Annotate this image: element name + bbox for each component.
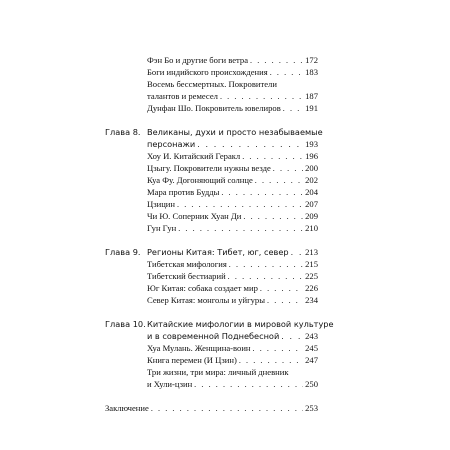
toc-entry-title: Тибетская мифология bbox=[147, 259, 227, 269]
toc-dot-leader bbox=[255, 175, 303, 186]
toc-entry bbox=[147, 103, 318, 114]
toc-entry-title: Фэн Бо и другие боги ветра bbox=[147, 55, 249, 65]
conclusion-title: Заключение bbox=[105, 403, 149, 413]
toc-entry-title-line1: Восемь бессмертных. Покровители bbox=[147, 79, 277, 89]
toc-entry-title: Книга перемен (И Цзин) bbox=[147, 355, 237, 365]
toc-entry-page: 226 bbox=[305, 283, 318, 293]
toc-dot-leader bbox=[197, 139, 303, 150]
toc-entry-title: Цзыгу. Покровители нужны везде bbox=[147, 163, 271, 173]
toc-entry-page: 191 bbox=[305, 103, 318, 113]
toc-entry-page: 204 bbox=[305, 187, 318, 197]
chapter-9-title: Регионы Китая: Тибет, юг, север bbox=[147, 247, 289, 257]
toc-entry-page: 210 bbox=[305, 223, 318, 233]
toc-entry-page: 207 bbox=[305, 199, 318, 209]
chapter-8-title-line1: Великаны, духи и просто незабываемые bbox=[147, 127, 323, 137]
toc-entry-title: Цзицин bbox=[147, 199, 175, 209]
toc-dot-leader bbox=[267, 295, 303, 306]
toc-entry-page: 209 bbox=[305, 211, 318, 221]
toc-dot-leader bbox=[291, 247, 303, 258]
toc-entry bbox=[147, 67, 318, 78]
toc-entry bbox=[147, 175, 318, 186]
toc-dot-leader bbox=[220, 91, 303, 102]
toc-entry bbox=[147, 283, 318, 294]
toc-dot-leader bbox=[228, 271, 303, 282]
chapter-10-title-line1: Китайские мифологии в мировой культуре bbox=[147, 319, 334, 329]
chapter-10-title-line2: и в современной Поднебесной bbox=[147, 331, 280, 341]
toc-dot-leader bbox=[281, 331, 303, 342]
toc-entry bbox=[147, 187, 318, 198]
toc-dot-leader bbox=[177, 199, 303, 210]
toc-entry-title: Мара против Будды bbox=[147, 187, 220, 197]
toc-entry-title: Дунфан Шо. Покровитель ювелиров bbox=[147, 103, 281, 113]
toc-entry-page: 183 bbox=[305, 67, 318, 77]
toc-entry bbox=[147, 355, 318, 366]
toc-entry bbox=[147, 223, 318, 234]
toc-entry-page: 250 bbox=[305, 379, 318, 389]
toc-dot-leader bbox=[283, 103, 303, 114]
toc-entry bbox=[147, 55, 318, 66]
toc-dot-leader bbox=[250, 55, 303, 66]
toc-entry bbox=[147, 343, 318, 354]
toc-entry-title-line1: Три жизни, три мира: личный дневник bbox=[147, 367, 289, 377]
toc-entry-page: 200 bbox=[305, 163, 318, 173]
chapter-10-heading bbox=[147, 331, 318, 342]
toc-entry-page: 234 bbox=[305, 295, 318, 305]
toc-entry bbox=[147, 295, 318, 306]
toc-entry-title: Хоу И. Китайский Геракл bbox=[147, 151, 241, 161]
toc-entry-page: 247 bbox=[305, 355, 318, 365]
chapter-9-page: 213 bbox=[305, 247, 318, 257]
toc-entry-title: Гун Гун bbox=[147, 223, 177, 233]
toc-dot-leader bbox=[253, 343, 304, 354]
toc-entry-title: Тибетский бестиарий bbox=[147, 271, 226, 281]
toc-entry-page: 225 bbox=[305, 271, 318, 281]
toc-dot-leader bbox=[243, 211, 303, 222]
toc-entry bbox=[147, 163, 318, 174]
toc-dot-leader bbox=[270, 67, 303, 78]
toc-entry-title-line2: талантов и ремесел bbox=[147, 91, 218, 101]
toc-dot-leader bbox=[260, 283, 303, 294]
toc-dot-leader bbox=[273, 163, 303, 174]
conclusion-entry bbox=[105, 403, 318, 414]
toc-dot-leader bbox=[242, 151, 303, 162]
chapter-10-page: 243 bbox=[305, 331, 318, 341]
toc-entry-title: Чи Ю. Соперник Хуан Ди bbox=[147, 211, 242, 221]
chapter-9-label: Глава 9. bbox=[105, 247, 141, 257]
chapter-8-title-line2: персонажи bbox=[147, 139, 196, 149]
toc-entry-title: Боги индийского происхождения bbox=[147, 67, 268, 77]
toc-entry-page: 215 bbox=[305, 259, 318, 269]
toc-entry-title: Север Китая: монголы и уйгуры bbox=[147, 295, 265, 305]
toc-dot-leader bbox=[194, 379, 303, 390]
toc-entry-page: 172 bbox=[305, 55, 318, 65]
toc-dot-leader bbox=[239, 355, 303, 366]
toc-entry-page: 187 bbox=[305, 91, 318, 101]
toc-entry bbox=[147, 199, 318, 210]
toc-dot-leader bbox=[178, 223, 303, 234]
toc-entry-page: 196 bbox=[305, 151, 318, 161]
toc-entry-title: Юг Китая: собака создает мир bbox=[147, 283, 258, 293]
toc-dot-leader bbox=[229, 259, 303, 270]
chapter-10-label: Глава 10. bbox=[105, 319, 146, 329]
toc-entry-page: 245 bbox=[305, 343, 318, 353]
chapter-8-page: 193 bbox=[305, 139, 318, 149]
toc-entry bbox=[147, 91, 318, 102]
toc-entry bbox=[147, 271, 318, 282]
conclusion-page: 253 bbox=[305, 403, 318, 413]
toc-entry-title-line2: и Хули-цзин bbox=[147, 379, 193, 389]
toc-entry-title: Куа Фу. Догоняющий солнце bbox=[147, 175, 253, 185]
toc-entry bbox=[147, 151, 318, 162]
toc-entry bbox=[147, 211, 318, 222]
toc-dot-leader bbox=[151, 403, 303, 414]
toc-entry-title: Хуа Мулань. Женщина-воин bbox=[147, 343, 251, 353]
toc-dot-leader bbox=[221, 187, 303, 198]
toc-entry bbox=[147, 379, 318, 390]
toc-entry bbox=[147, 259, 318, 270]
chapter-8-heading bbox=[147, 139, 318, 150]
chapter-8-label: Глава 8. bbox=[105, 127, 141, 137]
chapter-9-heading bbox=[147, 247, 318, 258]
toc-entry-page: 202 bbox=[305, 175, 318, 185]
